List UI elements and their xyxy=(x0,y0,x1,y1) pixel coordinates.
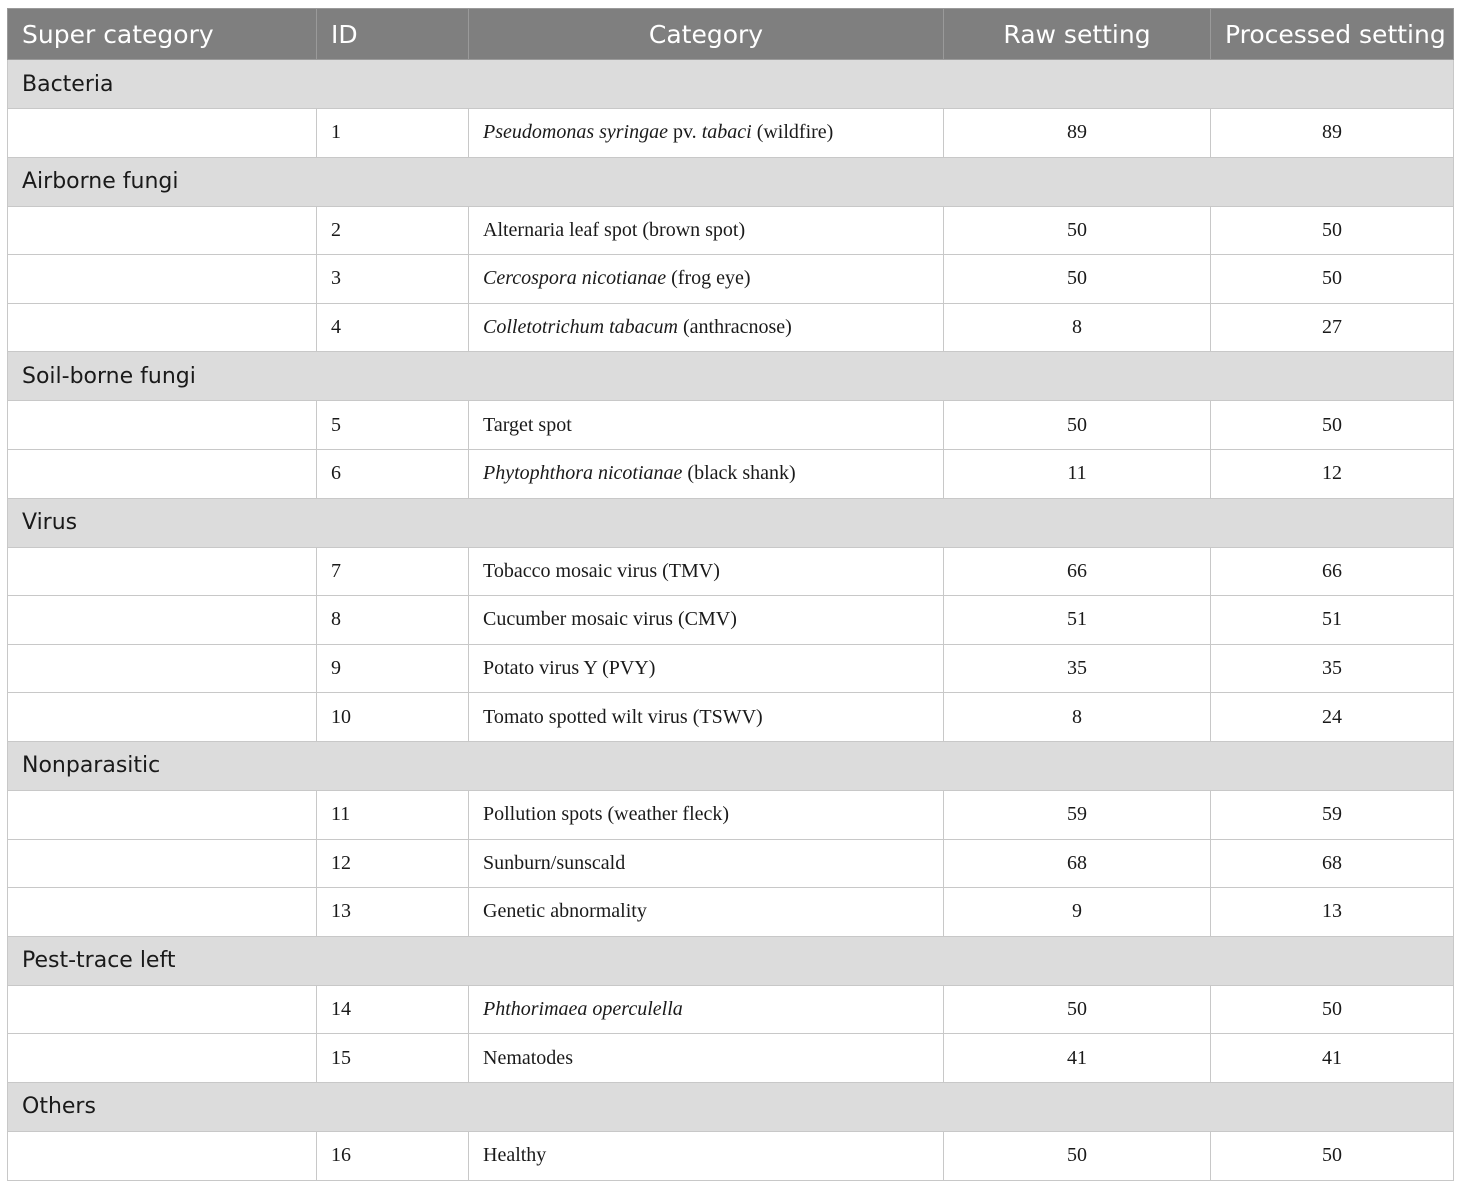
id-cell: 2 xyxy=(317,206,469,255)
processed-setting-cell: 50 xyxy=(1211,1131,1454,1180)
header-processed-setting: Processed setting xyxy=(1211,9,1454,60)
category-text: Genetic abnormality xyxy=(483,900,647,923)
super-category-cell xyxy=(8,109,317,158)
raw-setting-cell: 51 xyxy=(944,596,1211,645)
processed-setting-cell: 50 xyxy=(1211,401,1454,450)
category-italic-text: Pseudomonas syringae xyxy=(483,121,668,144)
processed-setting-cell: 41 xyxy=(1211,1034,1454,1083)
raw-setting-cell: 68 xyxy=(944,839,1211,888)
category-cell xyxy=(469,839,944,888)
raw-setting-cell: 11 xyxy=(944,449,1211,498)
category-text: Sunburn/sunscald xyxy=(483,851,626,874)
category-text: (frog eye) xyxy=(666,267,751,290)
category-text: pv. xyxy=(667,121,702,144)
category-cell xyxy=(469,644,944,693)
raw-setting-cell: 66 xyxy=(944,547,1211,596)
table-row xyxy=(8,1034,1454,1083)
super-category-label: Pest-trace left xyxy=(8,936,1454,985)
category-cell xyxy=(469,596,944,645)
super-category-cell xyxy=(8,401,317,450)
raw-setting-cell: 8 xyxy=(944,693,1211,742)
super-category-cell xyxy=(8,985,317,1034)
id-cell: 11 xyxy=(317,790,469,839)
table-body xyxy=(8,60,1454,1181)
id-cell: 7 xyxy=(317,547,469,596)
category-text: Healthy xyxy=(483,1144,547,1167)
category-italic-text: Phthorimaea operculella xyxy=(483,998,683,1021)
category-text: (anthracnose) xyxy=(677,316,792,339)
category-italic-text: tabaci xyxy=(701,121,752,144)
header-super-category: Super category xyxy=(8,9,317,60)
super-category-cell xyxy=(8,790,317,839)
category-text: Potato virus Y (PVY) xyxy=(483,657,656,680)
super-category-label: Virus xyxy=(8,498,1454,547)
category-cell xyxy=(469,109,944,158)
header-raw-setting: Raw setting xyxy=(944,9,1211,60)
table-row xyxy=(8,985,1454,1034)
super-category-cell xyxy=(8,1034,317,1083)
super-category-label: Soil-borne fungi xyxy=(8,352,1454,401)
super-category-cell xyxy=(8,206,317,255)
processed-setting-cell: 66 xyxy=(1211,547,1454,596)
group-row xyxy=(8,498,1454,547)
table-row xyxy=(8,206,1454,255)
processed-setting-cell: 89 xyxy=(1211,109,1454,158)
category-cell xyxy=(469,255,944,304)
table-row xyxy=(8,401,1454,450)
category-italic-text: Colletotrichum tabacum xyxy=(483,316,678,339)
id-cell: 15 xyxy=(317,1034,469,1083)
super-category-cell xyxy=(8,839,317,888)
id-cell: 4 xyxy=(317,303,469,352)
header-category: Category xyxy=(469,9,944,60)
category-cell xyxy=(469,790,944,839)
super-category-cell xyxy=(8,693,317,742)
group-row xyxy=(8,936,1454,985)
raw-setting-cell: 59 xyxy=(944,790,1211,839)
category-cell xyxy=(469,547,944,596)
super-category-label: Others xyxy=(8,1082,1454,1131)
raw-setting-cell: 9 xyxy=(944,888,1211,937)
category-cell xyxy=(469,303,944,352)
raw-setting-cell: 41 xyxy=(944,1034,1211,1083)
id-cell: 9 xyxy=(317,644,469,693)
raw-setting-cell: 8 xyxy=(944,303,1211,352)
category-text: Tomato spotted wilt virus (TSWV) xyxy=(483,705,763,728)
group-row xyxy=(8,1082,1454,1131)
super-category-cell xyxy=(8,303,317,352)
super-category-cell xyxy=(8,547,317,596)
table-row xyxy=(8,596,1454,645)
id-cell: 5 xyxy=(317,401,469,450)
table-row xyxy=(8,839,1454,888)
processed-setting-cell: 51 xyxy=(1211,596,1454,645)
data-table xyxy=(7,8,1454,1181)
super-category-cell xyxy=(8,596,317,645)
category-text: Pollution spots (weather fleck) xyxy=(483,803,730,826)
id-cell: 16 xyxy=(317,1131,469,1180)
category-text: Tobacco mosaic virus (TMV) xyxy=(483,559,720,582)
id-cell: 6 xyxy=(317,449,469,498)
processed-setting-cell: 35 xyxy=(1211,644,1454,693)
table-row xyxy=(8,693,1454,742)
id-cell: 14 xyxy=(317,985,469,1034)
processed-setting-cell: 27 xyxy=(1211,303,1454,352)
header-id: ID xyxy=(317,9,469,60)
table-row xyxy=(8,303,1454,352)
category-text: Target spot xyxy=(483,413,572,436)
group-row xyxy=(8,60,1454,109)
category-cell xyxy=(469,693,944,742)
raw-setting-cell: 50 xyxy=(944,255,1211,304)
category-cell xyxy=(469,1034,944,1083)
super-category-label: Nonparasitic xyxy=(8,741,1454,790)
super-category-label: Bacteria xyxy=(8,60,1454,109)
id-cell: 12 xyxy=(317,839,469,888)
category-italic-text: Phytophthora nicotianae xyxy=(483,462,683,485)
table-row xyxy=(8,888,1454,937)
category-italic-text: Cercospora nicotianae xyxy=(483,267,667,290)
processed-setting-cell: 13 xyxy=(1211,888,1454,937)
super-category-cell xyxy=(8,888,317,937)
category-text: Alternaria leaf spot (brown spot) xyxy=(483,218,746,241)
super-category-cell xyxy=(8,255,317,304)
super-category-cell xyxy=(8,1131,317,1180)
super-category-cell xyxy=(8,449,317,498)
table-row xyxy=(8,255,1454,304)
category-cell xyxy=(469,1131,944,1180)
group-row xyxy=(8,352,1454,401)
super-category-label: Airborne fungi xyxy=(8,157,1454,206)
processed-setting-cell: 50 xyxy=(1211,985,1454,1034)
table-row xyxy=(8,644,1454,693)
category-cell xyxy=(469,985,944,1034)
category-cell xyxy=(469,888,944,937)
raw-setting-cell: 50 xyxy=(944,206,1211,255)
table-row xyxy=(8,790,1454,839)
raw-setting-cell: 50 xyxy=(944,1131,1211,1180)
processed-setting-cell: 68 xyxy=(1211,839,1454,888)
id-cell: 10 xyxy=(317,693,469,742)
category-cell xyxy=(469,401,944,450)
raw-setting-cell: 50 xyxy=(944,985,1211,1034)
header-row xyxy=(8,9,1454,60)
table-row xyxy=(8,109,1454,158)
processed-setting-cell: 24 xyxy=(1211,693,1454,742)
category-text: Nematodes xyxy=(483,1046,573,1069)
table-row xyxy=(8,1131,1454,1180)
raw-setting-cell: 89 xyxy=(944,109,1211,158)
group-row xyxy=(8,157,1454,206)
category-text: (wildfire) xyxy=(751,121,834,144)
id-cell: 8 xyxy=(317,596,469,645)
group-row xyxy=(8,741,1454,790)
processed-setting-cell: 50 xyxy=(1211,206,1454,255)
raw-setting-cell: 35 xyxy=(944,644,1211,693)
id-cell: 3 xyxy=(317,255,469,304)
processed-setting-cell: 59 xyxy=(1211,790,1454,839)
category-text: Cucumber mosaic virus (CMV) xyxy=(483,608,737,631)
processed-setting-cell: 50 xyxy=(1211,255,1454,304)
table-row xyxy=(8,449,1454,498)
id-cell: 13 xyxy=(317,888,469,937)
raw-setting-cell: 50 xyxy=(944,401,1211,450)
table-row xyxy=(8,547,1454,596)
super-category-cell xyxy=(8,644,317,693)
processed-setting-cell: 12 xyxy=(1211,449,1454,498)
category-cell xyxy=(469,449,944,498)
category-cell xyxy=(469,206,944,255)
category-text: (black shank) xyxy=(682,462,796,485)
id-cell: 1 xyxy=(317,109,469,158)
